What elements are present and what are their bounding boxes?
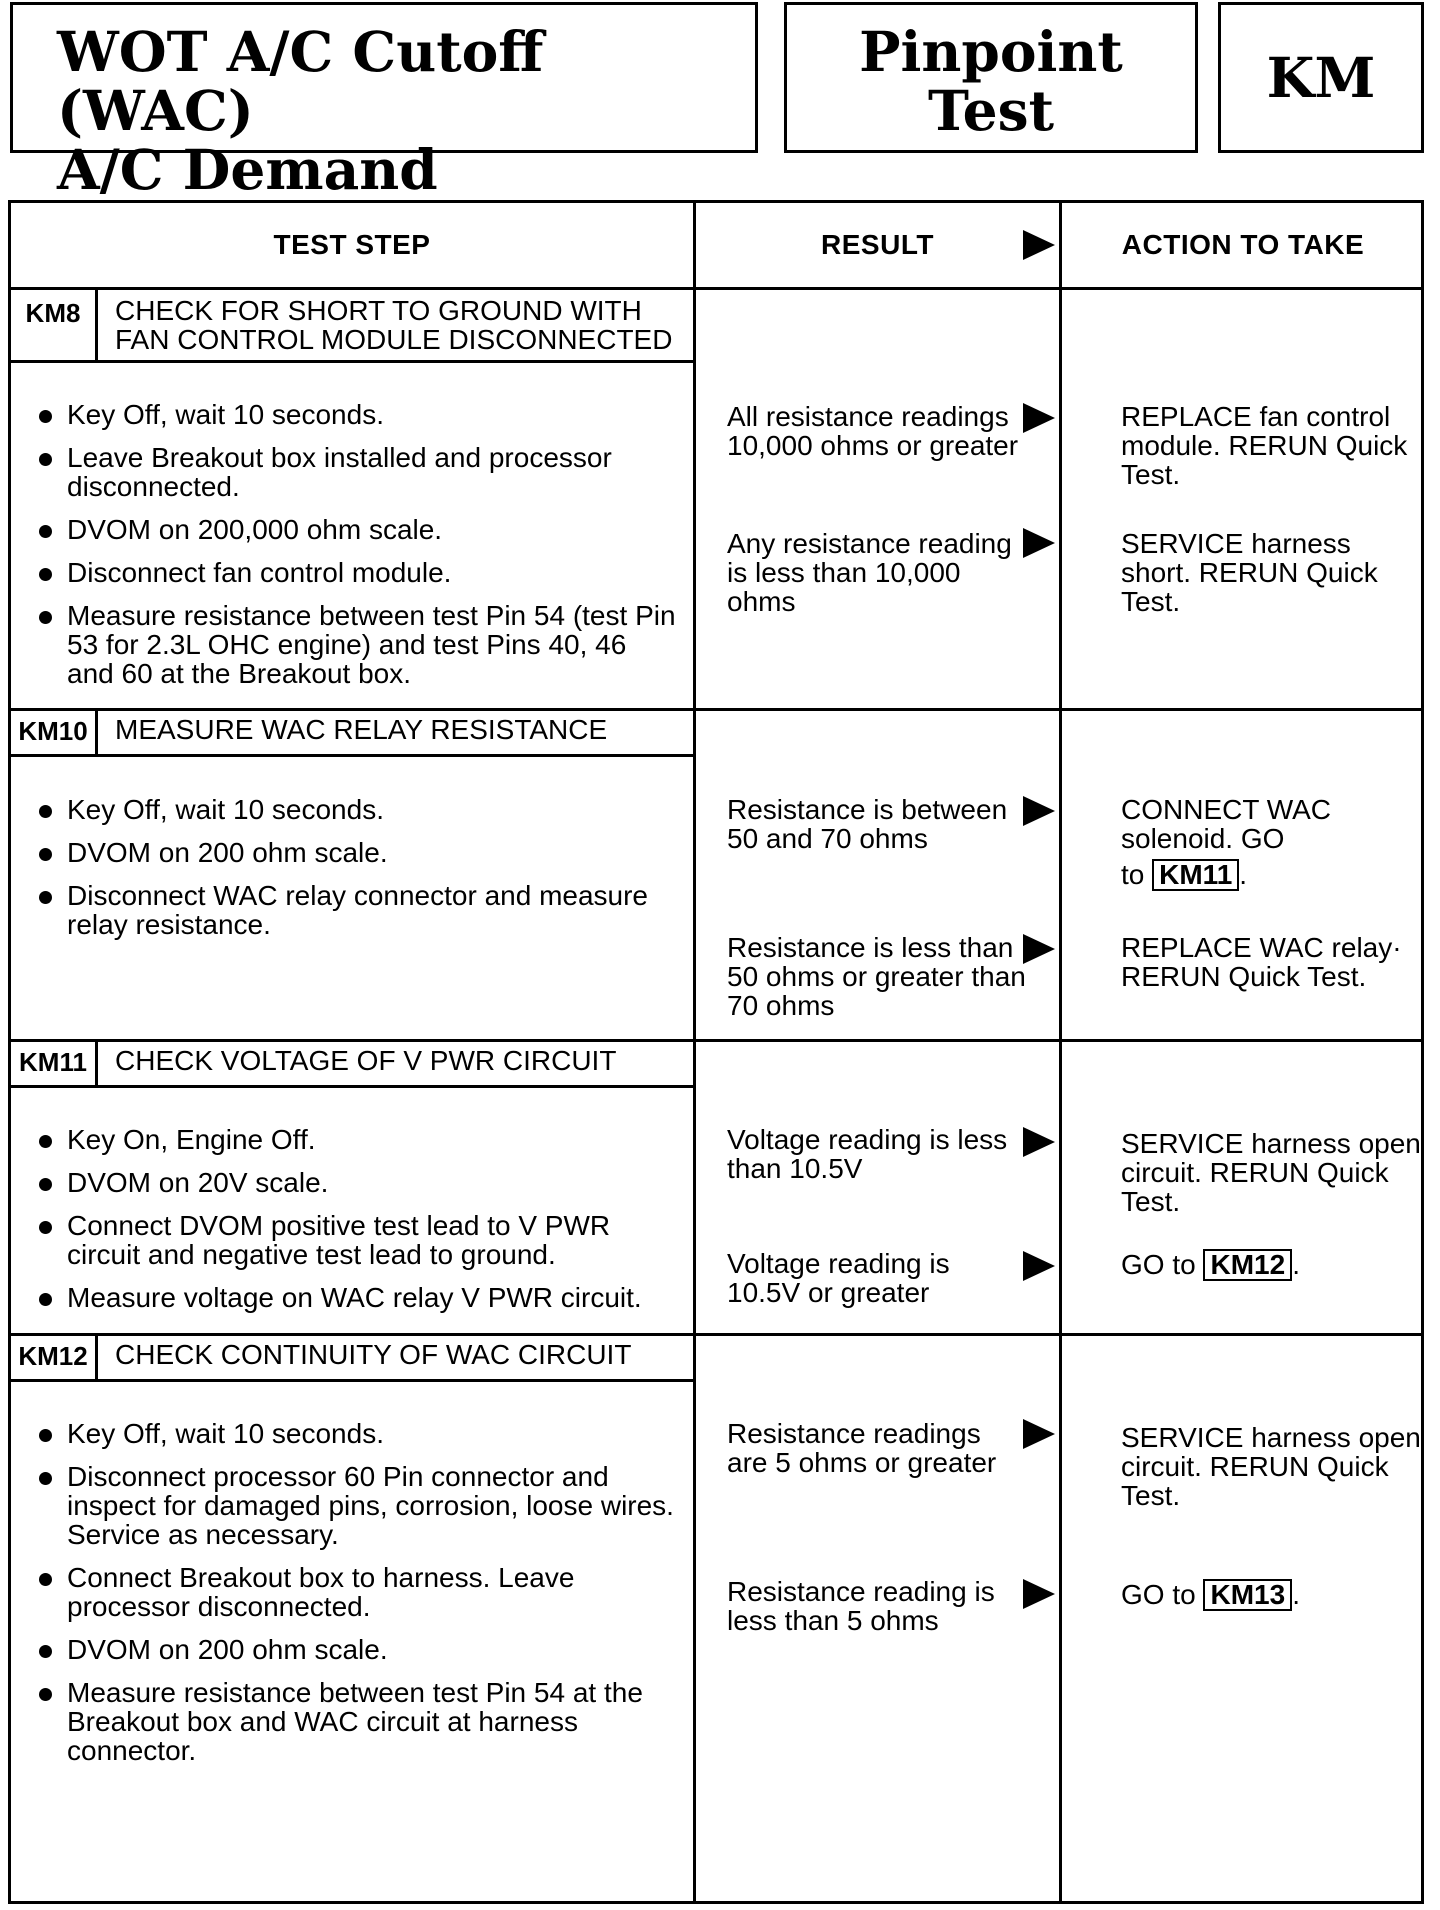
goto-step-ref[interactable]: KM11 [1152,859,1239,891]
goto-step-ref[interactable]: KM12 [1203,1249,1292,1281]
result-arrow-icon [1023,1579,1055,1609]
step-km11-instructions [37,1125,677,1326]
action-text: REPLACE fan control module. RERUN Quick Test. [1121,401,1408,490]
result-arrow-icon [1023,1251,1055,1281]
result-text: Voltage reading is less than 10.5V [727,1124,1008,1184]
procedure-title-line1: WOT A/C Cutoff (WAC) [57,19,544,143]
instruction-item: DVOM on 200 ohm scale. [37,838,677,867]
instruction-item: Key Off, wait 10 seconds. [37,400,677,429]
action-text: SERVICE harness short. RERUN Quick Test. [1121,528,1378,617]
step-title: CHECK CONTINUITY OF WAC CIRCUIT [115,1339,632,1370]
instruction-item: Key On, Engine Off. [37,1125,677,1154]
action-goto [1121,1579,1421,1611]
step-km12-instructions [37,1419,677,1779]
step-km10-instructions [37,795,677,953]
column-divider-action [1059,203,1062,1901]
step-km8-header [11,290,696,363]
instruction-item: Connect DVOM positive test lead to V PWR circuit and negative test lead to ground. [37,1211,677,1269]
instruction-item: Disconnect fan control module. [37,558,677,587]
step-id: KM12 [11,1336,98,1379]
goto-prefix: GO to [1121,1579,1196,1610]
goto-prefix: GO to [1121,1249,1196,1280]
result-text: Resistance readings are 5 ohms or greater [727,1418,997,1478]
action-text: REPLACE WAC relay· RERUN Quick Test. [1121,932,1402,992]
step-title-line1: CHECK FOR SHORT TO GROUND WITH [115,295,642,326]
instruction-item: Key Off, wait 10 seconds. [37,795,677,824]
instruction-item: Measure resistance between test Pin 54 (test Pin 53 for 2.3L OHC engine) and test Pins 40, 46 and 60 at the Breakout box. [37,601,677,688]
instruction-item: Disconnect processor 60 Pin connector and inspect for damaged pins, corrosion, loose wires. Service as necessary. [37,1462,677,1549]
result-text: All resistance readings 10,000 ohms or greater [727,401,1019,461]
instruction-item: Key Off, wait 10 seconds. [37,1419,677,1448]
test-type-line2: Test [928,78,1054,143]
step-title: CHECK VOLTAGE OF V PWR CIRCUIT [115,1045,617,1076]
step-id: KM11 [11,1042,98,1085]
result-arrow-icon [1023,796,1055,826]
result-arrow-icon [1023,1419,1055,1449]
instruction-item: DVOM on 200,000 ohm scale. [37,515,677,544]
instruction-item: Disconnect WAC relay connector and measure relay resistance. [37,881,677,939]
column-header-test-step: TEST STEP [273,229,431,260]
instruction-item: Leave Breakout box installed and processor disconnected. [37,443,677,501]
step-title [115,296,672,354]
step-km11-header [11,1042,696,1088]
step-km8-instructions [37,400,677,702]
instruction-item: Measure voltage on WAC relay V PWR circuit. [37,1283,677,1312]
action-text-line: CONNECT WAC solenoid. GO [1121,794,1331,854]
action-text [1121,795,1421,891]
result-arrow-icon [1023,230,1055,260]
step-id: KM8 [11,290,98,360]
column-header-result-label: RESULT [821,229,934,260]
goto-suffix: . [1292,1579,1300,1610]
result-arrow-icon [1023,528,1055,558]
goto-step-ref[interactable]: KM13 [1203,1579,1292,1611]
step-id: KM10 [11,711,98,754]
test-type [784,2,1198,153]
action-text: SERVICE harness open circuit. RERUN Quick Test. [1121,1128,1421,1217]
procedure-title [10,2,758,202]
action-goto [1121,859,1421,891]
result-arrow-icon [1023,403,1055,433]
test-type-line1: Pinpoint [859,19,1123,84]
instruction-item: DVOM on 200 ohm scale. [37,1635,677,1664]
goto-suffix: . [1292,1249,1300,1280]
result-text: Voltage reading is 10.5V or greater [727,1248,950,1308]
result-arrow-icon [1023,1127,1055,1157]
step-km12-header [11,1336,696,1382]
procedure-title-line2: A/C Demand [57,137,438,202]
instruction-item: DVOM on 20V scale. [37,1168,677,1197]
step-title: MEASURE WAC RELAY RESISTANCE [115,714,608,745]
result-arrow-icon [1023,934,1055,964]
step-title-line2: FAN CONTROL MODULE DISCONNECTED [115,324,673,355]
test-code-label: KM [1266,45,1376,110]
instruction-item: Measure resistance between test Pin 54 at the Breakout box and WAC circuit at harness connector. [37,1678,677,1765]
result-text: Resistance is less than 50 ohms or greater than 70 ohms [727,932,1026,1021]
test-code [1218,2,1424,153]
column-header-result [696,203,1059,287]
goto-suffix: . [1239,859,1248,890]
instruction-item: Connect Breakout box to harness. Leave processor disconnected. [37,1563,677,1621]
result-text: Any resistance reading is less than 10,000 ohms [727,528,1012,617]
goto-prefix: to [1121,859,1145,890]
action-text: SERVICE harness open circuit. RERUN Quick Test. [1121,1422,1421,1511]
action-goto [1121,1249,1421,1281]
result-text: Resistance reading is less than 5 ohms [727,1576,995,1636]
column-header-action: ACTION TO TAKE [1121,229,1365,260]
pinpoint-test-table [8,200,1424,1904]
result-text: Resistance is between 50 and 70 ohms [727,794,1008,854]
step-km10-header [11,711,696,757]
